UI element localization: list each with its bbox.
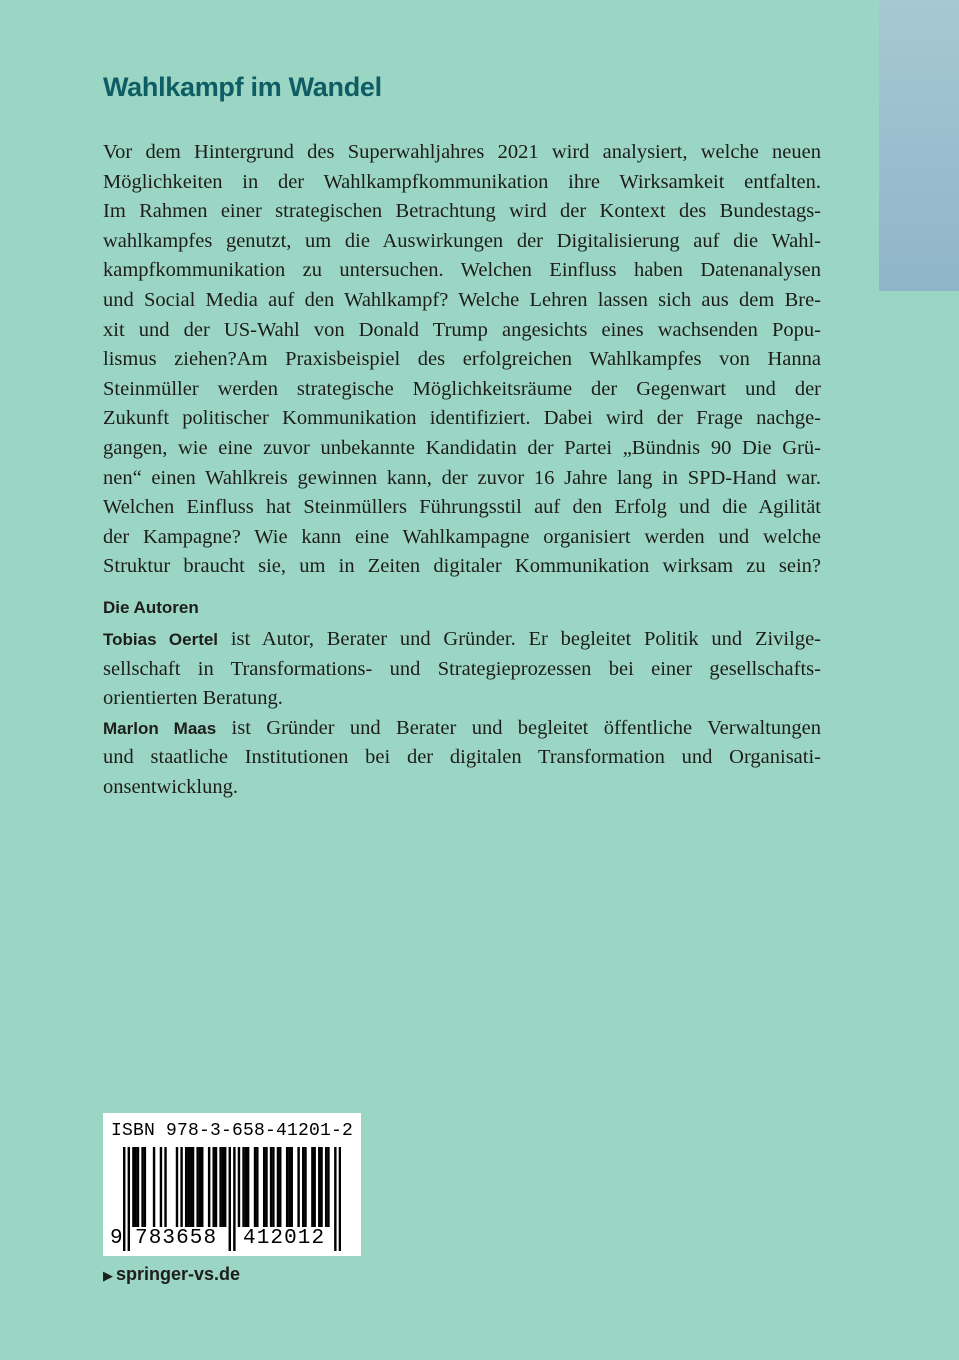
description-line: gangen, wie eine zuvor unbekannte Kandidatin der Partei „Bündnis 90 Die Grü-: [103, 436, 821, 459]
isbn-label: ISBN 978-3-658-41201-2: [110, 1121, 354, 1141]
description-line: Im Rahmen einer strategischen Betrachtung wird der Kontext des Bundestags-: [103, 200, 821, 223]
barcode-digit-first: 9: [110, 1227, 123, 1250]
barcode-bar: [270, 1147, 272, 1227]
barcode-bar: [320, 1147, 322, 1227]
barcode-bar: [242, 1147, 244, 1227]
website-label: springer-vs.de: [116, 1264, 241, 1284]
barcode-bar: [224, 1147, 226, 1227]
barcode-bar: [256, 1147, 258, 1227]
barcode-bar: [263, 1147, 265, 1227]
barcode-bar: [132, 1147, 134, 1227]
barcode-guard-bar: [123, 1147, 125, 1251]
book-description: [103, 138, 821, 582]
barcode-bar: [288, 1147, 290, 1227]
barcode-bar: [187, 1147, 189, 1227]
author-bio-text: ist Autor, Berater und Gründer. Er begleitet Politik und Zivilge-: [218, 628, 821, 650]
barcode-bar: [318, 1147, 320, 1227]
barcode-guard-bar: [128, 1147, 130, 1251]
author-bio-line: orientierten Beratung.: [103, 687, 283, 710]
barcode-bar: [176, 1147, 178, 1227]
barcode-bar: [238, 1147, 240, 1227]
description-line: wahlkampfes genutzt, um die Auswirkungen der Digitalisierung auf die Wahl-: [103, 229, 821, 252]
author-bio-line: [103, 714, 821, 744]
barcode-bar: [144, 1147, 146, 1227]
barcode-bar: [134, 1147, 136, 1227]
description-line: Welchen Einfluss hat Steinmüllers Führungsstil auf den Erfolg und die Agilität: [103, 496, 821, 519]
author-name: Marlon Maas: [103, 718, 217, 738]
author-bio-line: sellschaft in Transformations- und Strategieprozessen bei einer gesellschafts-: [103, 657, 821, 680]
barcode-bar: [192, 1147, 194, 1227]
barcode-bar: [185, 1147, 187, 1227]
barcode-bar: [279, 1147, 281, 1227]
barcode-digit-group: 783658: [135, 1227, 218, 1250]
barcode-bar: [245, 1147, 247, 1227]
authors-section: [103, 625, 821, 803]
barcode-bar: [160, 1147, 162, 1227]
barcode-bar: [190, 1147, 192, 1227]
barcode-bar: [153, 1147, 155, 1227]
book-title: Wahlkampf im Wandel: [103, 72, 382, 102]
barcode-guard-bar: [334, 1147, 336, 1251]
barcode-bar: [137, 1147, 139, 1227]
color-tab-decoration: [879, 0, 959, 291]
play-arrow-icon: ▶: [103, 1268, 113, 1283]
description-line: Zukunft politischer Kommunikation identifiziert. Dabei wird der Frage nachge-: [103, 407, 821, 430]
barcode-bar: [277, 1147, 279, 1227]
author-bio-line: onsentwicklung.: [103, 775, 238, 798]
barcode-bar: [219, 1147, 221, 1227]
barcode-digit-group: 412012: [243, 1227, 326, 1250]
description-line: lismus ziehen?Am Praxisbeispiel des erfolgreichen Wahlkampfes von Hanna: [103, 348, 821, 371]
barcode-bar: [254, 1147, 256, 1227]
barcode-bar: [313, 1147, 315, 1227]
description-line: nen“ einen Wahlkreis gewinnen kann, der zuvor 16 Jahre lang in SPD-Hand war.: [103, 466, 821, 489]
description-line: xit und der US-Wahl von Donald Trump angesichts eines wachsenden Popu-: [103, 318, 821, 341]
barcode-bar: [272, 1147, 274, 1227]
authors-heading: Die Autoren: [103, 598, 199, 617]
barcode-bar: [304, 1147, 306, 1227]
author-bio-line: und staatliche Institutionen bei der digitalen Transformation und Organisati-: [103, 746, 821, 769]
barcode-bar: [201, 1147, 203, 1227]
barcode-bar: [291, 1147, 293, 1227]
barcode-bar: [311, 1147, 313, 1227]
barcode-bar: [302, 1147, 304, 1227]
author-bio-line: [103, 625, 821, 655]
description-line: Möglichkeiten in der Wahlkampfkommunikation ihre Wirksamkeit entfalten.: [103, 170, 821, 193]
barcode-bar: [196, 1147, 198, 1227]
publisher-website[interactable]: [103, 1264, 240, 1285]
description-line: kampfkommunikation zu untersuchen. Welchen Einfluss haben Datenanalysen: [103, 259, 821, 282]
author-bio-text: ist Gründer und Berater und begleitet öffentliche Verwaltungen: [216, 716, 821, 739]
barcode-bar: [297, 1147, 299, 1227]
barcode-bar: [286, 1147, 288, 1227]
barcode-bar: [164, 1147, 166, 1227]
barcode-bar: [325, 1147, 327, 1227]
barcode-bar: [199, 1147, 201, 1227]
barcode-guard-bar: [229, 1147, 231, 1251]
barcode-bar: [265, 1147, 267, 1227]
barcode-bar: [208, 1147, 210, 1227]
barcode-bar: [141, 1147, 143, 1227]
barcode-bar: [222, 1147, 224, 1227]
barcode-guard-bar: [233, 1147, 235, 1251]
description-line: Vor dem Hintergrund des Superwahljahres 2021 wird analysiert, welche neuen: [103, 141, 821, 163]
barcode-guard-bar: [339, 1147, 341, 1251]
description-line: Steinmüller werden strategische Möglichkeitsräume der Gegenwart und der: [103, 377, 821, 400]
barcode-bar: [327, 1147, 329, 1227]
barcode-bar: [180, 1147, 182, 1227]
description-line: und Social Media auf den Wahlkampf? Welche Lehren lassen sich aus dem Bre-: [103, 288, 821, 311]
barcode-bar: [215, 1147, 217, 1227]
barcode-bar: [212, 1147, 214, 1227]
isbn-barcode: [103, 1113, 361, 1256]
barcode-bar: [247, 1147, 249, 1227]
author-name: Tobias Oertel: [103, 630, 219, 649]
description-line: der Kampagne? Wie kann eine Wahlkampagne organisiert werden und welche: [103, 525, 821, 548]
description-line: Struktur braucht sie, um in Zeiten digitaler Kommunikation wirksam zu sein?: [103, 555, 821, 578]
